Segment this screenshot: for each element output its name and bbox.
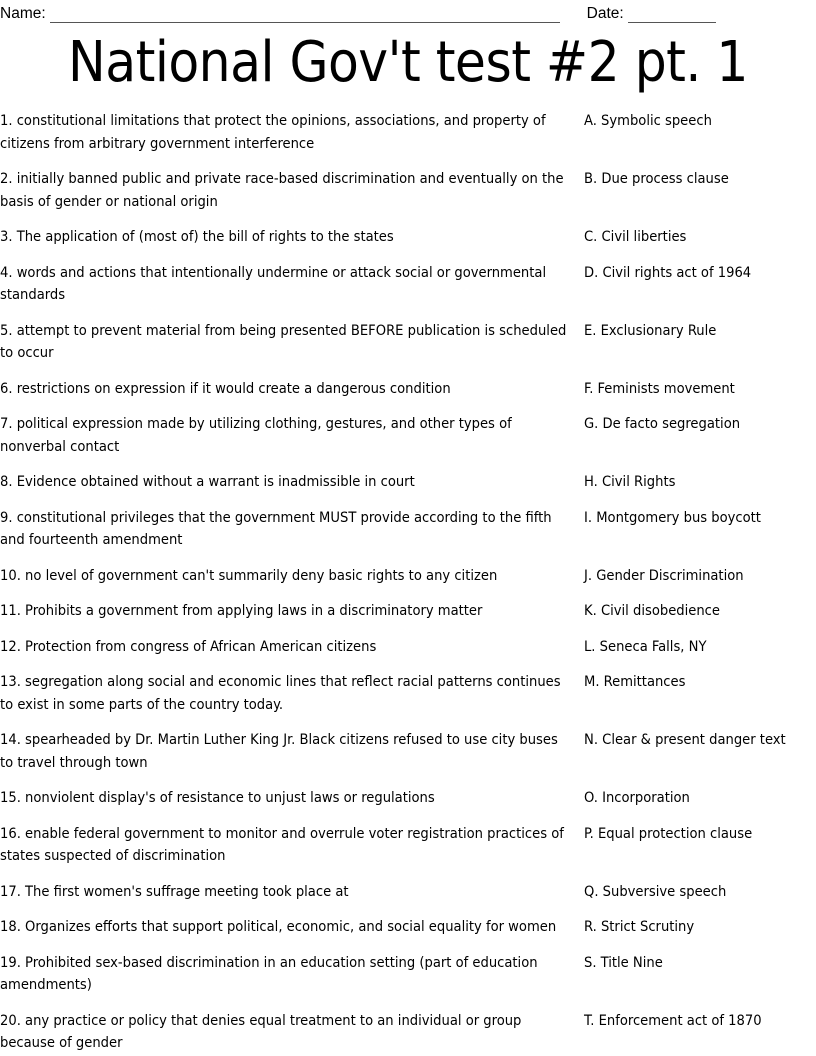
choice-item[interactable]: F. Feminists movement [584,379,735,397]
match-row [0,823,816,868]
prompt-item[interactable]: 15. nonviolent display's of resistance to unjust laws or regulations [0,789,435,806]
prompt-item[interactable]: 3. The application of (most of) the bill of rights to the states [0,228,394,245]
match-row [0,507,816,552]
match-row [0,729,816,774]
prompt-item[interactable]: 17. The first women's suffrage meeting took place at [0,882,349,900]
match-row [0,916,816,939]
match-row [0,262,816,307]
match-row [0,168,816,213]
page-title: National Gov't test #2 pt. 1 [68,30,748,95]
match-row [0,413,816,458]
match-row [0,600,816,623]
match-row [0,636,816,659]
choice-item[interactable]: L. Seneca Falls, NY [584,637,707,655]
choice-item[interactable]: E. Exclusionary Rule [584,321,717,339]
prompt-item[interactable]: 13. segregation along social and economic lines that reflect racial patterns continues to exist in some parts of the country today. [0,673,561,713]
date-write-in-line[interactable] [628,5,716,23]
prompt-item[interactable]: 20. any practice or policy that denies equal treatment to an individual or group because of gender [0,1011,522,1051]
prompt-item[interactable]: 2. initially banned public and private race-based discrimination and eventually on the basis of gender or national origin [0,170,564,210]
prompt-item[interactable]: 12. Protection from congress of African American citizens [0,637,377,655]
match-row [0,787,816,810]
prompt-item[interactable]: 9. constitutional privileges that the government MUST provide according to the fifth and fourteenth amendment [0,508,552,548]
match-row [0,671,816,716]
choice-item[interactable]: J. Gender Discrimination [584,566,744,584]
worksheet-header [0,0,816,26]
choice-item[interactable]: A. Symbolic speech [584,112,712,129]
match-row [0,378,816,401]
prompt-item[interactable]: 6. restrictions on expression if it would create a dangerous condition [0,379,451,397]
prompt-item[interactable]: 16. enable federal government to monitor and overrule voter registration practices of states suspected of discrimination [0,824,564,864]
choice-item[interactable]: H. Civil Rights [584,473,676,490]
prompt-item[interactable]: 14. spearheaded by Dr. Martin Luther King Jr. Black citizens refused to use city buses to travel through town [0,731,558,771]
choice-item[interactable]: T. Enforcement act of 1870 [584,1011,762,1029]
choice-item[interactable]: G. De facto segregation [584,415,741,432]
prompt-item[interactable]: 8. Evidence obtained without a warrant is inadmissible in court [0,473,415,490]
prompt-item[interactable]: 18. Organizes efforts that support political, economic, and social equality for women [0,918,557,935]
prompt-item[interactable]: 10. no level of government can't summarily deny basic rights to any citizen [0,566,498,584]
match-row [0,565,816,588]
choice-item[interactable]: P. Equal protection clause [584,824,753,842]
choice-item[interactable]: Q. Subversive speech [584,882,727,900]
match-row [0,952,816,997]
choice-item[interactable]: R. Strict Scrutiny [584,918,695,935]
name-label: Name: [0,5,46,22]
matching-exercise [0,110,816,1056]
date-label: Date: [586,5,624,22]
prompt-item[interactable]: 11. Prohibits a government from applying laws in a discriminatory matter [0,602,483,619]
prompt-item[interactable]: 5. attempt to prevent material from being presented BEFORE publication is scheduled to occur [0,321,567,361]
choice-item[interactable]: K. Civil disobedience [584,602,720,619]
match-row [0,226,816,249]
match-row [0,320,816,365]
prompt-item[interactable]: 7. political expression made by utilizing clothing, gestures, and other types of nonverbal contact [0,415,512,455]
match-row [0,110,816,155]
choice-item[interactable]: C. Civil liberties [584,228,687,245]
prompt-item[interactable]: 1. constitutional limitations that protect the opinions, associations, and property of citizens from arbitrary government interference [0,112,546,152]
choice-item[interactable]: I. Montgomery bus boycott [584,508,761,526]
choice-item[interactable]: S. Title Nine [584,953,663,971]
match-row [0,471,816,494]
match-row [0,881,816,904]
choice-item[interactable]: N. Clear & present danger text [584,731,786,748]
prompt-item[interactable]: 19. Prohibited sex-based discrimination in an education setting (part of education amendments) [0,953,538,993]
prompt-item[interactable]: 4. words and actions that intentionally undermine or attack social or governmental standards [0,263,547,303]
choice-item[interactable]: O. Incorporation [584,789,690,806]
choice-item[interactable]: M. Remittances [584,673,686,690]
choice-item[interactable]: B. Due process clause [584,170,729,187]
match-row [0,1010,816,1055]
choice-item[interactable]: D. Civil rights act of 1964 [584,263,752,281]
name-write-in-line[interactable] [50,5,560,23]
